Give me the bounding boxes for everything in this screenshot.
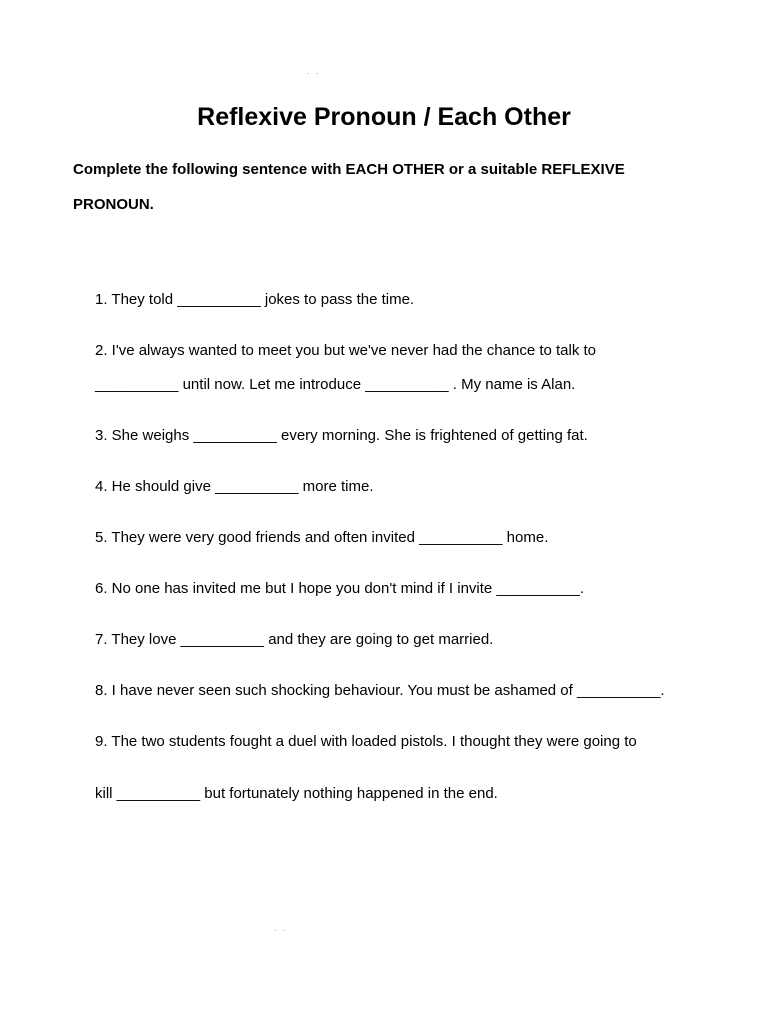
exercise-line-6: 6. No one has invited me but I hope you don't mind if I invite __________. [95, 580, 585, 597]
exercise-line-9-continued: kill __________ but fortunately nothing happened in the end. [95, 785, 498, 802]
exercise-line-4: 4. He should give __________ more time. [95, 478, 374, 495]
exercise-line-9: 9. The two students fought a duel with loaded pistols. I thought they were going to [95, 733, 637, 750]
exercise-line-5: 5. They were very good friends and often invited __________ home. [95, 529, 549, 546]
exercise-line-1: 1. They told __________ jokes to pass the time. [95, 291, 415, 308]
worksheet-title: Reflexive Pronoun / Each Other [197, 103, 571, 131]
top-marks: · · [307, 69, 321, 78]
exercise-line-2: 2. I've always wanted to meet you but we've never had the chance to talk to [95, 342, 597, 359]
worksheet-instructions: Complete the following sentence with EACH OTHER or a suitable REFLEXIVE PRONOUN. [73, 161, 625, 213]
exercise-line-7: 7. They love __________ and they are going to get married. [95, 631, 494, 648]
exercise-line-2-continued: __________ until now. Let me introduce __________ . My name is Alan. [95, 376, 576, 393]
exercise-line-3: 3. She weighs __________ every morning. She is frightened of getting fat. [95, 427, 588, 444]
bottom-marks: · · [274, 926, 288, 935]
exercise-line-8: 8. I have never seen such shocking behaviour. You must be ashamed of __________. [95, 682, 665, 699]
